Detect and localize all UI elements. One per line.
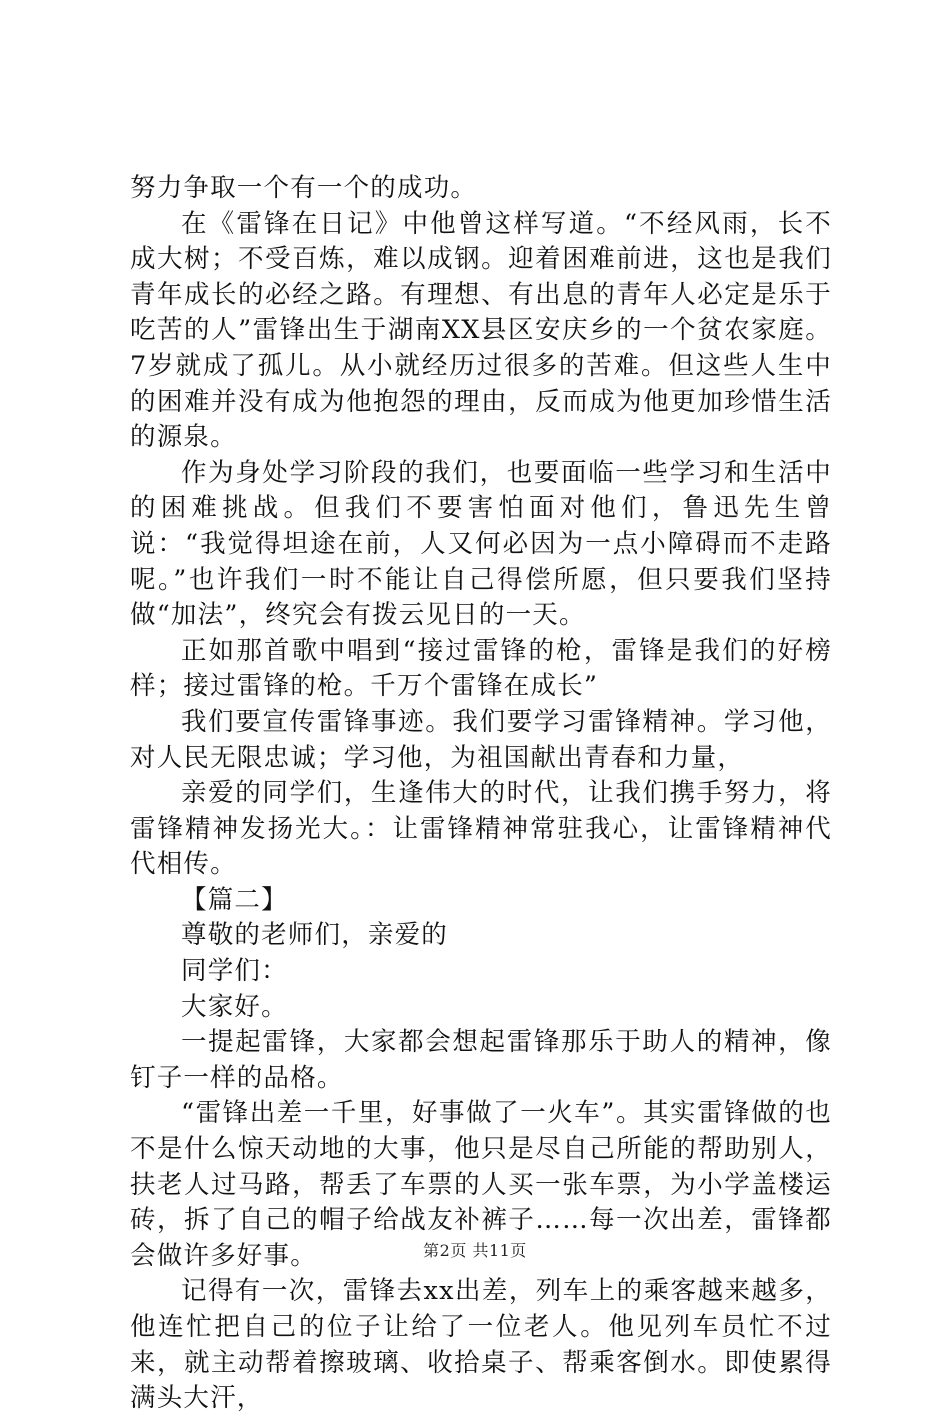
section-heading: 【篇二】 — [181, 884, 288, 915]
page-footer: 第2页 共11页 — [423, 1241, 527, 1260]
paragraph-closing: 亲爱的同学们，生逢伟大的时代，让我们携手努力，将雷锋精神发扬光大。：让雷锋精神常驻我心，让雷锋精神代代相传。 — [130, 778, 832, 880]
greeting: 大家好。 — [181, 991, 288, 1022]
paragraph-diary-quote: 在《雷锋在日记》中他曾这样写道。“不经风雨，长不成大树；不受百炼，难以成钢。迎着困难前进，这也是我们青年成长的必经之路。有理想、有出息的青年人必定是乐于吃苦的人”雷锋出生于湖南XX县区安庆乡的一个贫农家庭。7岁就成了孤儿。从小就经历过很多的苦难。但这些人生中的困难并没有成为他抱怨的理由，反而成为他更加珍惜生活的源泉。 — [130, 208, 832, 453]
salutation-line-2: 同学们： — [181, 956, 288, 987]
paragraph-study-challenges: 作为身处学习阶段的我们，也要面临一些学习和生活中的困难挑战。但我们不要害怕面对他们，鲁迅先生曾说：“我觉得坦途在前，人又何必因为一点小障碍而不走路呢。”也许我们一时不能让自己得偿所愿，但只要我们坚持做“加法”，终究会有拨云见日的一天。 — [130, 457, 832, 631]
paragraph-train-story: 记得有一次，雷锋去xx出差，列车上的乘客越来越多，他连忙把自己的位子让给了一位老人。他见列车员忙不过来，就主动帮着擦玻璃、收拾桌子、帮乘客倒水。即使累得满头大汗， — [130, 1276, 832, 1414]
paragraph-learn-leifeng: 我们要宣传雷锋事迹。我们要学习雷锋精神。学习他，对人民无限忠诚；学习他，为祖国献出青春和力量， — [130, 706, 832, 773]
paragraph-intro: 一提起雷锋，大家都会想起雷锋那乐于助人的精神，像钉子一样的品格。 — [130, 1027, 832, 1093]
document-body — [130, 171, 832, 1417]
salutation-line-1: 尊敬的老师们，亲爱的 — [181, 920, 449, 951]
paragraph-continuation: 努力争取一个有一个的成功。 — [130, 173, 478, 203]
paragraph-song-lyrics: 正如那首歌中唱到“接过雷锋的枪，雷锋是我们的好榜样；接过雷锋的枪。千万个雷锋在成长” — [130, 635, 832, 702]
paragraph-good-deeds: “雷锋出差一千里，好事做了一火车”。其实雷锋做的也不是什么惊天动地的大事，他只是尽自己所能的帮助别人，扶老人过马路，帮丢了车票的人买一张车票，为小学盖楼运砖，拆了自己的帽子给战友补裤子……每一次出差，雷锋都会做许多好事。 — [130, 1098, 832, 1271]
